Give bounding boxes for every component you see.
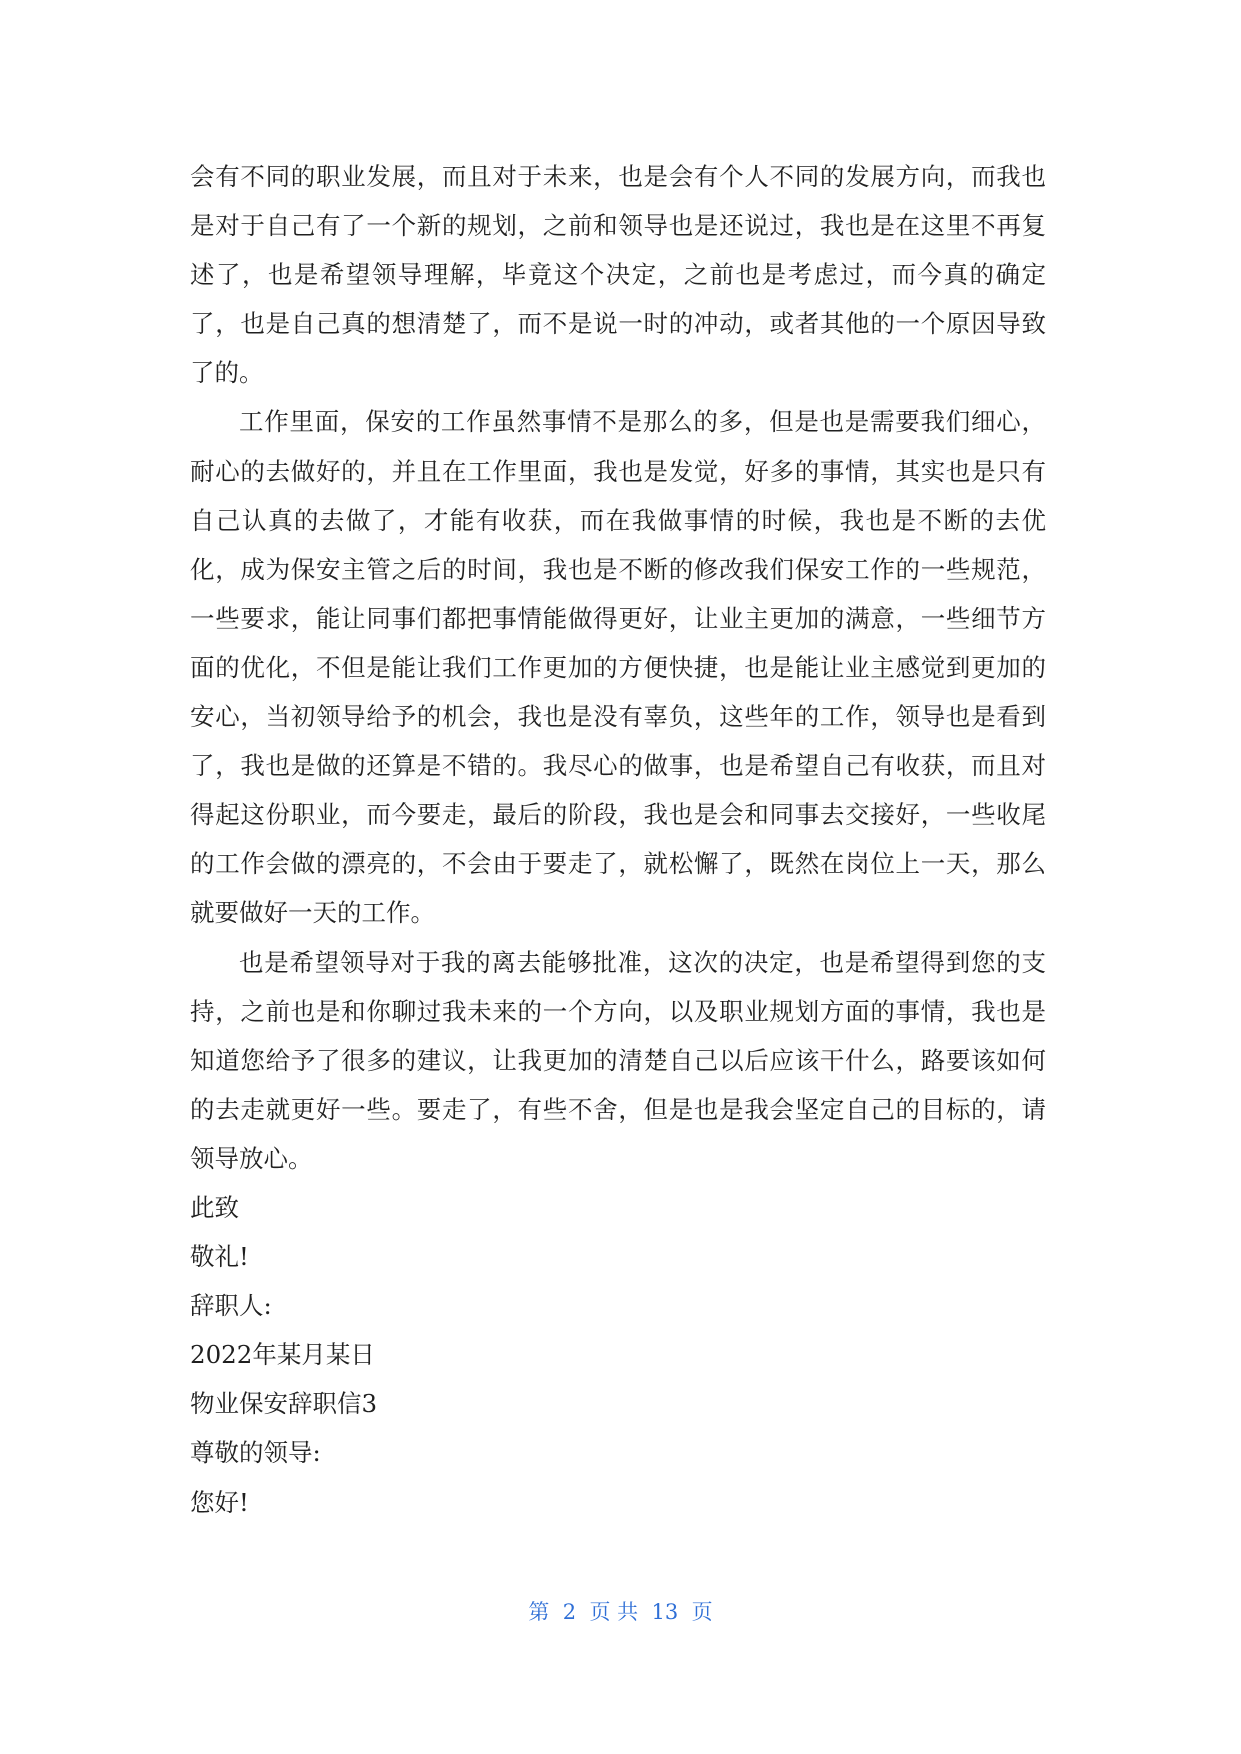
next-letter-hello: 您好!	[190, 1487, 249, 1517]
date-line: 2022年某月某日	[190, 1340, 375, 1370]
document-body	[190, 152, 1046, 1527]
next-letter-title: 物业保安辞职信3	[190, 1389, 378, 1419]
paragraph-request: 也是希望领导对于我的离去能够批准，这次的决定，也是希望得到您的支持，之前也是和你聊过我未来的一个方向，以及职业规划方面的事情，我也是知道您给予了很多的建议，让我更加的清楚自己以后应该干什么，路要该如何的去走就更好一些。要走了，有些不舍，但是也是我会坚定自己的目标的，请领导放心。	[190, 947, 1046, 1173]
page-number-footer: 第 2 页 共 13 页	[528, 1600, 713, 1624]
signature-label: 辞职人:	[190, 1291, 272, 1321]
salute-line: 敬礼!	[190, 1242, 249, 1272]
paragraph-continued: 会有不同的职业发展，而且对于未来，也是会有个人不同的发展方向，而我也是对于自己有了一个新的规划，之前和领导也是还说过，我也是在这里不再复述了，也是希望领导理解，毕竟这个决定，之前也是考虑过，而今真的确定了，也是自己真的想清楚了，而不是说一时的冲动，或者其他的一个原因导致了的。	[190, 162, 1046, 388]
paragraph-work: 工作里面，保安的工作虽然事情不是那么的多，但是也是需要我们细心，耐心的去做好的，并且在工作里面，我也是发觉，好多的事情，其实也是只有自己认真的去做了，才能有收获，而在我做事情的时候，我也是不断的去优化，成为保安主管之后的时间，我也是不断的修改我们保安工作的一些规范，一些要求，能让同事们都把事情能做得更好，让业主更加的满意，一些细节方面的优化，不但是能让我们工作更加的方便快捷，也是能让业主感觉到更加的安心，当初领导给予的机会，我也是没有辜负，这些年的工作，领导也是看到了，我也是做的还算是不错的。我尽心的做事，也是希望自己有收获，而且对得起这份职业，而今要走，最后的阶段，我也是会和同事去交接好，一些收尾的工作会做的漂亮的，不会由于要走了，就松懈了，既然在岗位上一天，那么就要做好一天的工作。	[190, 407, 1046, 928]
next-letter-greeting: 尊敬的领导:	[190, 1438, 321, 1468]
closing-line: 此致	[190, 1192, 239, 1222]
